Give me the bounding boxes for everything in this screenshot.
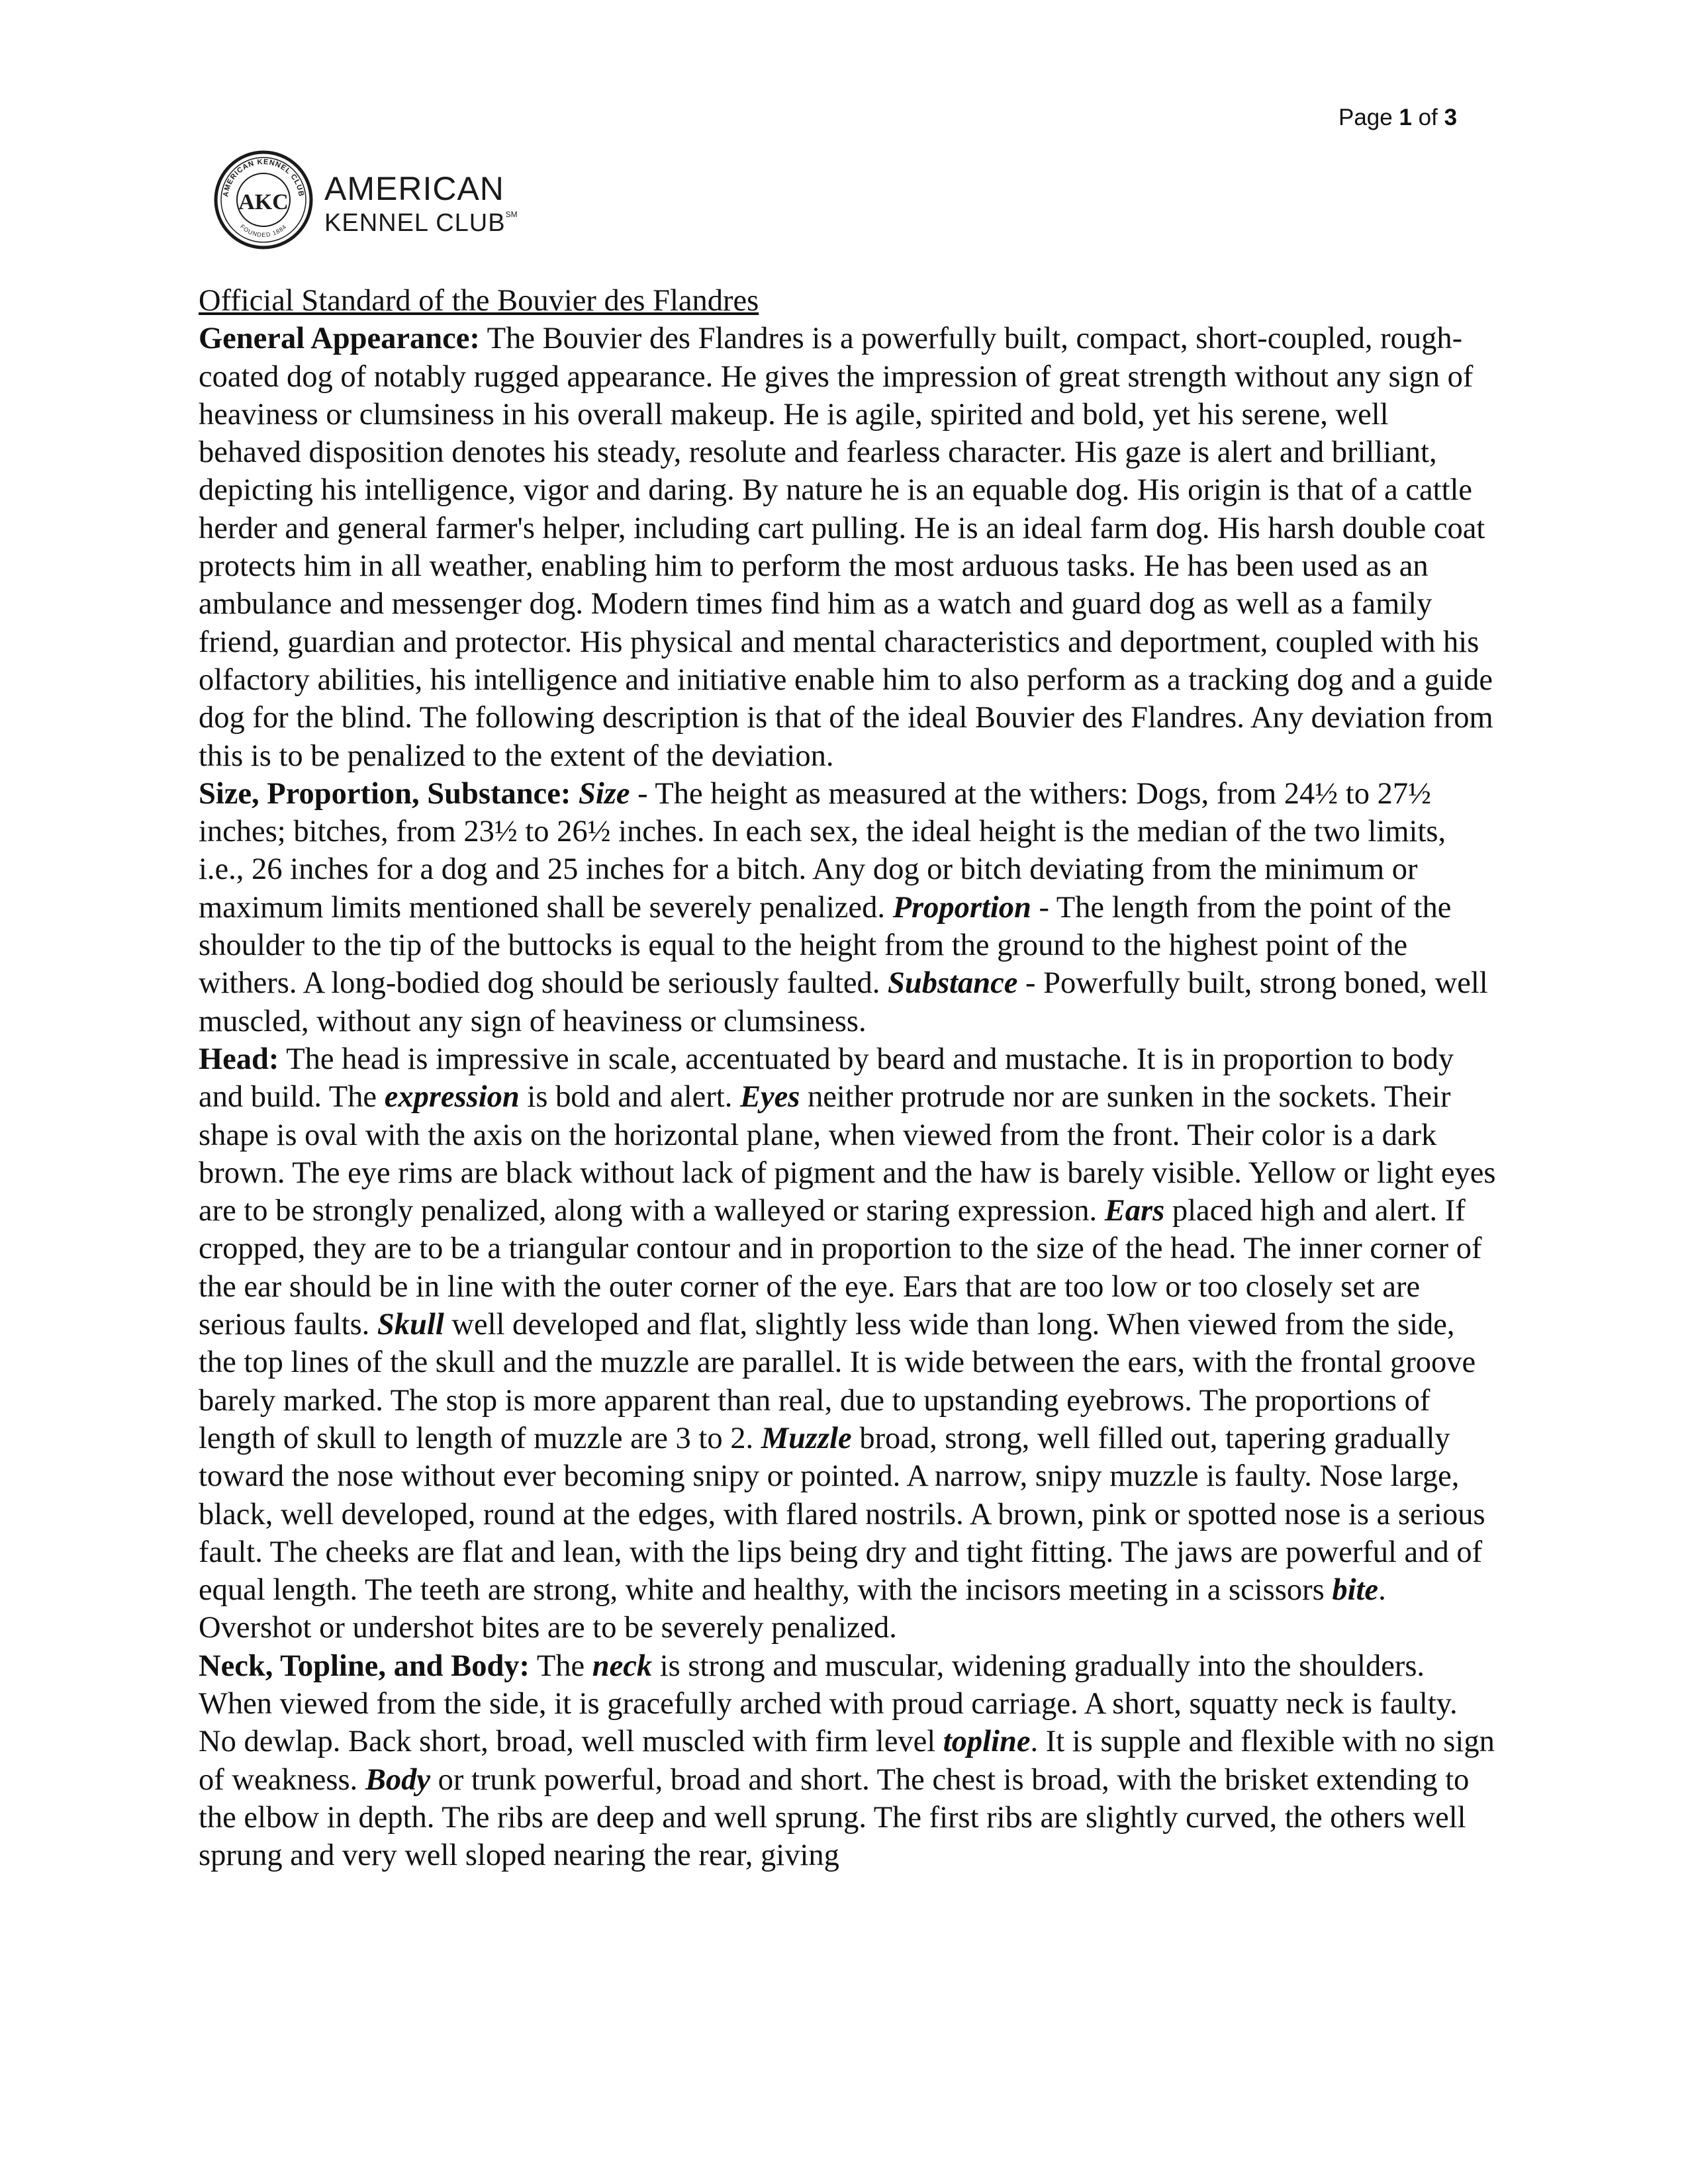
wordmark-line1: AMERICAN — [324, 170, 504, 207]
term-topline: topline — [943, 1725, 1031, 1759]
term-neck: neck — [592, 1649, 653, 1683]
term-bite: bite — [1332, 1573, 1379, 1608]
section-heading: General Appearance: — [199, 322, 480, 356]
seal-ring-top-text: AMERICAN KENNEL CLUB — [222, 158, 305, 198]
akc-logo — [213, 146, 518, 258]
section-general-appearance — [199, 320, 1496, 775]
section-text: neither protrude nor are sunken in the sockets. Their shape is oval with the axis on the horizontal plane, when viewed from the front. Their color is a dark brown. The eye rims are black without lack of pigment and the haw is barely visible. Yellow or light eyes are to be strongly penalized, along with a walleyed or staring expression. — [199, 1080, 1496, 1228]
section-text: - The height as measured at the withers: Dogs, from 24½ to 27½ inches; bitches, from 23½ to 26½ inches. In each sex, the ideal height is the median of the two limits, i.e., 26 inches for a dog and 25 inches for a bitch. Any dog or bitch deviating from the minimum or maximum limits mentioned shall be severely penalized. — [199, 776, 1446, 925]
term-body: Body — [365, 1762, 430, 1797]
wordmark-line2-text: KENNEL CLUB — [324, 209, 506, 237]
term-ears: Ears — [1104, 1194, 1165, 1228]
section-text: - Powerfully built, strong boned, well muscled, without any sign of heaviness or clumsiness. — [199, 966, 1488, 1038]
section-text: . It is supple and flexible with no sign of weakness. — [199, 1725, 1495, 1797]
section-text: The head is impressive in scale, accentuated by beard and mustache. It is in proportion to body and build. The — [199, 1042, 1454, 1115]
section-text: placed high and alert. If cropped, they are to be a triangular contour and in proportion to the size of the head. The inner corner of the ear should be in line with the outer corner of the eye. Ears that are too low or too closely set are serious faults. — [199, 1194, 1482, 1342]
page-total: 3 — [1444, 105, 1458, 130]
term-proportion: Proportion — [892, 890, 1031, 925]
section-text: is bold and alert. — [519, 1080, 740, 1115]
wordmark-line2 — [324, 209, 518, 237]
section-text: - The length from the point of the shoulder to the tip of the buttocks is equal to the height from the ground to the highest point of the withers. A long-bodied dog should be seriously faulted. — [199, 890, 1452, 1001]
term-substance: Substance — [887, 966, 1018, 1001]
section-text: or trunk powerful, broad and short. The chest is broad, with the brisket extending to the elbow in depth. The ribs are deep and well sprung. The first ribs are slightly curved, the others well sprung and very well sloped nearing the rear, giving — [199, 1762, 1470, 1873]
seal-letters: AKC — [238, 190, 289, 214]
term-size: Size — [578, 776, 630, 811]
page-indicator-prefix: Page — [1338, 105, 1399, 130]
section-text: broad, strong, well filled out, tapering gradually toward the nose without ever becoming snipy or pointed. A narrow, snipy muzzle is faulty. Nose large, black, well developed, round at the edges, with flared nostrils. A brown, pink or spotted nose is a serious fault. The cheeks are flat and lean, with the lips being dry and tight fitting. The jaws are powerful and of equal length. The teeth are strong, white and healthy, with the incisors meeting in a scissors — [199, 1421, 1485, 1608]
section-text: is strong and muscular, widening gradually into the shoulders. When viewed from the side, it is gracefully arched with proud carriage. A short, squatty neck is faulty. No dewlap. Back short, broad, well muscled with firm level — [199, 1649, 1458, 1759]
section-heading: Size, Proportion, Substance: — [199, 776, 571, 811]
section-heading: Head: — [199, 1042, 279, 1076]
page-current: 1 — [1399, 105, 1412, 130]
term-muzzle: Muzzle — [761, 1421, 852, 1455]
section-heading: Neck, Topline, and Body: — [199, 1649, 530, 1683]
page-indicator-separator: of — [1411, 105, 1444, 130]
section-text: The — [530, 1649, 592, 1683]
akc-seal-icon — [213, 150, 314, 250]
section-neck-topline-body — [199, 1647, 1496, 1875]
section-text: well developed and flat, slightly less wide than long. When viewed from the side, the top lines of the skull and the muzzle are parallel. It is wide between the ears, with the frontal groove barely marked. The stop is more apparent than real, due to upstanding eyebrows. The proportions of length of skull to length of muzzle are 3 to 2. — [199, 1308, 1476, 1455]
service-mark: SM — [505, 210, 518, 219]
document-body — [199, 282, 1496, 1874]
section-head — [199, 1040, 1496, 1647]
term-expression: expression — [384, 1080, 520, 1115]
term-eyes: Eyes — [739, 1080, 800, 1115]
page-indicator — [1338, 103, 1497, 132]
section-text: The Bouvier des Flandres is a powerfully built, compact, short-coupled, rough-coated dog of notably rugged appearance. He gives the impression of great strength without any sign of heaviness or clumsiness in his overall makeup. He is agile, spirited and bold, yet his serene, well behaved disposition denotes his steady, resolute and fearless character. His gaze is alert and brilliant, depicting his intelligence, vigor and daring. By nature he is an equable dog. His origin is that of a cattle herder and general farmer's helper, including cart pulling. He is an ideal farm dog. His harsh double coat protects him in all weather, enabling him to perform the most arduous tasks. He has been used as an ambulance and messenger dog. Modern times find him as a watch and guard dog as well as a family friend, guardian and protector. His physical and mental characteristics and deportment, coupled with his olfactory abilities, his intelligence and initiative enable him to also perform as a tracking dog and a guide dog for the blind. The following description is that of the ideal Bouvier des Flandres. Any deviation from this is to be penalized to the extent of the deviation. — [199, 322, 1493, 773]
section-text: . Overshot or undershot bites are to be severely penalized. — [199, 1573, 1386, 1645]
seal-ring-bottom-text: FOUNDED 1884 — [239, 223, 288, 239]
section-size-proportion-substance — [199, 775, 1496, 1040]
akc-wordmark — [324, 170, 518, 237]
term-skull: Skull — [377, 1308, 444, 1342]
document-title: Official Standard of the Bouvier des Flandres — [199, 284, 759, 318]
